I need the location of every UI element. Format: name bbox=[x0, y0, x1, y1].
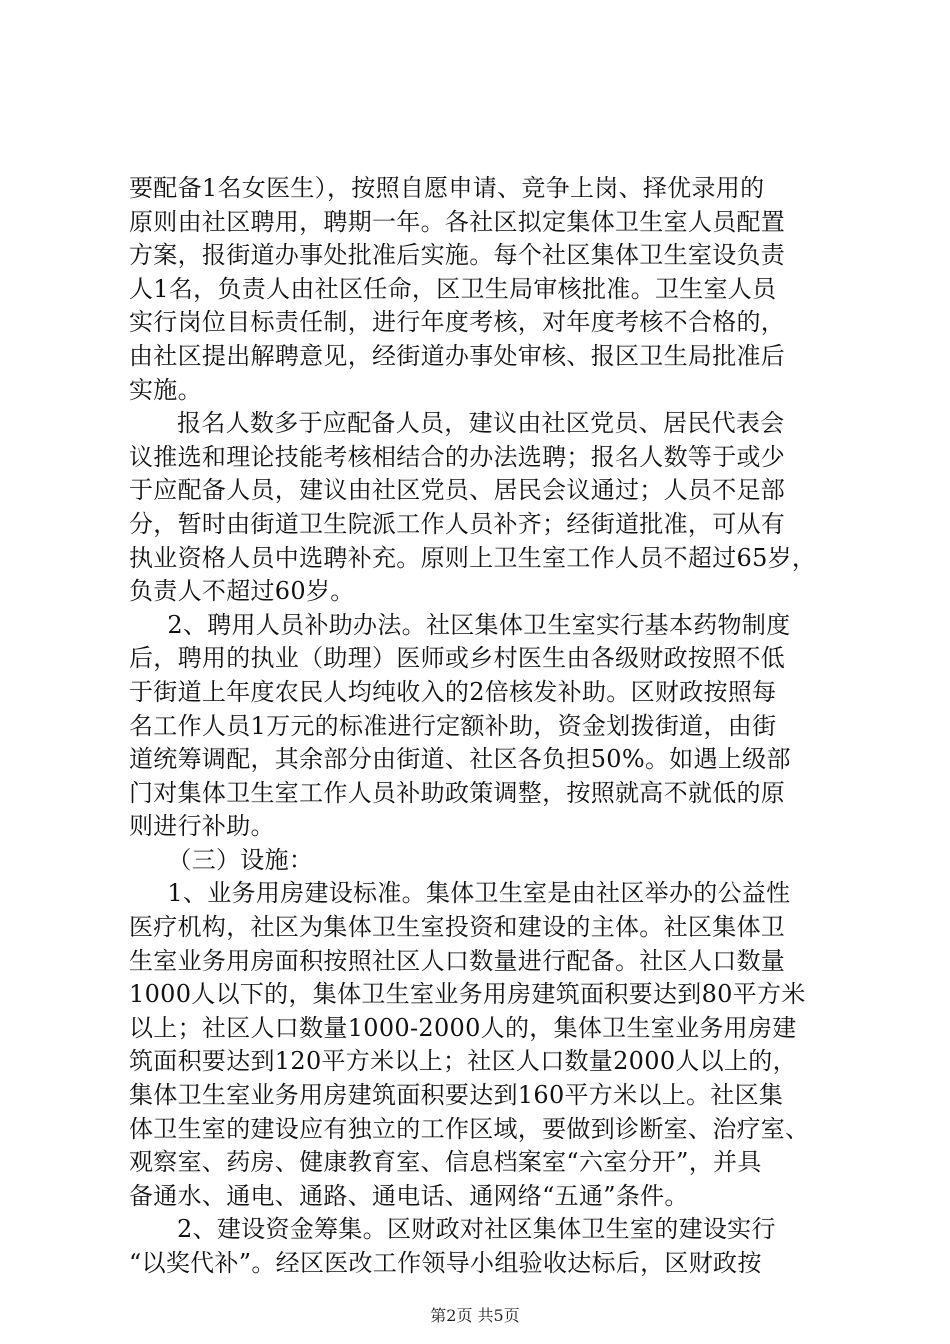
text-line: 以上；社区人口数量1000-2000人的，集体卫生室业务用房建 bbox=[129, 1013, 797, 1042]
text-line: 备通水、通电、通路、通电话、通网络“五通”条件。 bbox=[129, 1181, 689, 1210]
text-line: 1、业务用房建设标准。集体卫生室是由社区举办的公益性 bbox=[167, 879, 791, 908]
text-line: 筑面积要达到120平方米以上；社区人口数量2000人以上的， bbox=[129, 1047, 797, 1076]
text-line: 2、建设资金筹集。区财政对社区集体卫生室的建设实行 bbox=[177, 1215, 776, 1244]
body-text bbox=[129, 172, 841, 1281]
text-line: 集体卫生室业务用房建筑面积要达到160平方米以上。社区集 bbox=[129, 1081, 784, 1110]
text-line: 原则由社区聘用，聘期一年。各社区拟定集体卫生室人员配置 bbox=[129, 207, 786, 236]
text-line: 分，暂时由街道卫生院派工作人员补齐；经街道批准，可从有 bbox=[129, 509, 786, 538]
text-line: 观察室、药房、健康教育室、信息档案室“六室分开”，并具 bbox=[129, 1148, 762, 1177]
text-line: 人1名，负责人由社区任命，区卫生局审核批准。卫生室人员 bbox=[129, 274, 777, 303]
text-line: 生室业务用房面积按照社区人口数量进行配备。社区人口数量 bbox=[129, 946, 786, 975]
text-line: 实行岗位目标责任制，进行年度考核，对年度考核不合格的， bbox=[129, 308, 786, 337]
text-line: 议推选和理论技能考核相结合的办法选聘；报名人数等于或少 bbox=[129, 442, 786, 471]
text-line: 执业资格人员中选聘补充。原则上卫生室工作人员不超过65岁， bbox=[129, 543, 817, 572]
text-line: 体卫生室的建设应有独立的工作区域，要做到诊断室、治疗室、 bbox=[129, 1114, 810, 1143]
text-line: 于街道上年度农民人均纯收入的2倍核发补助。区财政按照每 bbox=[129, 677, 777, 706]
page-footer: 第2页 共5页 bbox=[430, 1306, 520, 1325]
text-line: 2、聘用人员补助办法。社区集体卫生室实行基本药物制度 bbox=[167, 610, 791, 639]
text-line: （三）设施： bbox=[167, 845, 314, 874]
text-line: 则进行补助。 bbox=[129, 812, 275, 841]
text-line: 于应配备人员，建议由社区党员、居民会议通过；人员不足部 bbox=[129, 476, 786, 505]
text-line: 由社区提出解聘意见，经街道办事处审核、报区卫生局批准后 bbox=[129, 341, 786, 370]
text-line: 门对集体卫生室工作人员补助政策调整，按照就高不就低的原 bbox=[129, 778, 786, 807]
text-line: 报名人数多于应配备人员，建议由社区党员、居民代表会 bbox=[177, 409, 785, 438]
text-line: “以奖代补”。经区医改工作领导小组验收达标后，区财政按 bbox=[129, 1249, 762, 1277]
text-line: 1000人以下的，集体卫生室业务用房建筑面积要达到80平方米 bbox=[129, 980, 806, 1009]
text-line: 要配备1名女医生），按照自愿申请、竞争上岗、择优录用的 bbox=[129, 174, 765, 202]
text-line: 方案，报街道办事处批准后实施。每个社区集体卫生室设负责 bbox=[129, 241, 786, 270]
text-line: 名工作人员1万元的标准进行定额补助，资金划拨街道，由街 bbox=[129, 711, 777, 740]
text-line: 医疗机构，社区为集体卫生室投资和建设的主体。社区集体卫 bbox=[129, 913, 786, 942]
text-line: 实施。 bbox=[129, 375, 202, 404]
text-line: 后，聘用的执业（助理）医师或乡村医生由各级财政按照不低 bbox=[129, 644, 786, 673]
text-line: 负责人不超过60岁。 bbox=[129, 577, 355, 606]
text-line: 道统筹调配，其余部分由街道、社区各负担50%。如遇上级部 bbox=[129, 745, 791, 774]
